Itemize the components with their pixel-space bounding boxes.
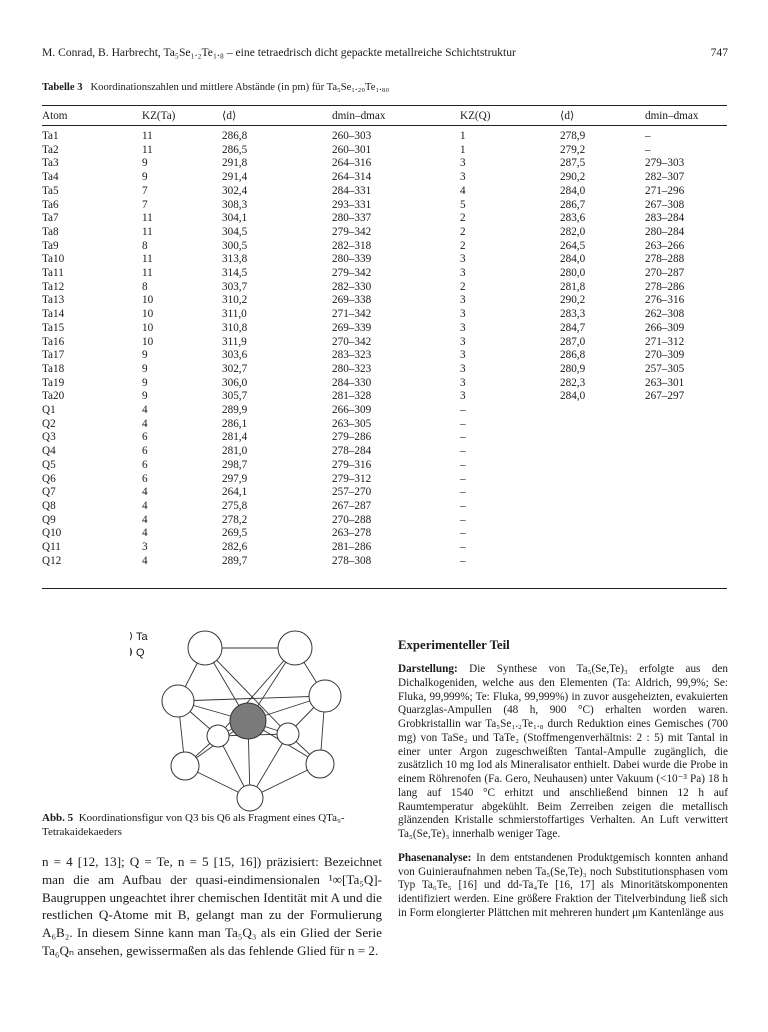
cell-range-q: 282–307 [645,171,685,184]
cell-range-ta: 279–342 [332,267,372,280]
table-row [42,363,727,377]
cell-atom: Ta1 [42,130,59,142]
cell-atom: Ta12 [42,280,65,293]
cell-range-q [645,514,727,528]
legend-q-marker [130,647,132,658]
cell-atom: Q12 [42,554,62,567]
cell-d-ta: 264,1 [222,486,248,499]
cell-d-q: 281,8 [560,280,586,293]
cell-d-ta: 291,4 [222,171,248,184]
cell-range-q: 276–316 [645,294,685,307]
cell-kz-ta: 11 [142,225,153,238]
cell-range-ta: 279–316 [332,458,372,471]
cell-d-ta: 311,9 [222,335,247,348]
col-header-d-q: ⟨d⟩ [560,110,575,122]
cell-d-q: 284,0 [560,390,586,403]
table-label: Tabelle 3 [42,82,83,93]
cell-range-ta: 280–337 [332,212,372,225]
header-authors-title: M. Conrad, B. Harbrecht, Ta₅Se₁.₂Te₁.₈ – eine tetraedrisch dicht gepackte metallreiche Schichtstruktur [42,46,516,59]
cell-atom: Q9 [42,513,56,526]
cell-d-ta: 314,5 [222,267,248,280]
cell-d-ta: 311,0 [222,308,247,321]
table-row [42,555,727,569]
cell-d-q [560,445,645,459]
cell-range-q: 263–301 [645,376,685,389]
cell-range-q: 278–286 [645,280,685,293]
cell-atom: Q5 [42,458,56,471]
cell-atom: Q1 [42,404,56,417]
legend-ta-marker [130,631,132,642]
paragraph-phasenanalyse [398,852,728,921]
cell-d-q [560,500,645,514]
cell-range-ta: 278–284 [332,445,372,458]
running-header [42,46,728,59]
cell-kz-q: – [460,472,466,485]
cell-d-ta: 278,2 [222,513,248,526]
left-column-text: n = 4 [12, 13]; Q = Te, n = 5 [15, 16]) präzisiert: Bezeichnet man die am Aufbau der quasi-eindimensionalen ¹∞[Ta₅Q]-Baugruppen ungeachtet ihrer chemischen Identität mit A und die restlichen Q-Atome mit B, gelangt man zu der Formulierung A₆B₂. In diesem Sinne kann man Ta₅Q₃ als ein Glied der Serie Ta₆Qₙ ansehen, gewissermaßen als das fehlende Glied für n = 2. [42,854,382,958]
cell-range-ta: 280–339 [332,253,372,266]
table-row [42,144,727,158]
cell-kz-ta: 4 [142,486,148,499]
cell-d-q: 284,0 [560,184,586,197]
cell-range-q: 270–287 [645,267,685,280]
cell-atom: Ta14 [42,308,65,321]
table-row [42,541,727,555]
cell-atom: Q3 [42,431,56,444]
cell-range-ta: 267–287 [332,499,372,512]
paragraph-darstellung [398,663,728,842]
cell-kz-ta: 4 [142,499,148,512]
cell-kz-q: – [460,527,466,540]
cell-d-q: 264,5 [560,239,586,252]
cell-range-ta: 260–301 [332,143,372,156]
table-row [42,336,727,350]
cell-atom: Q2 [42,417,56,430]
table-row [42,171,727,185]
cell-kz-q: – [460,445,466,458]
right-column [398,638,728,931]
cell-d-ta: 308,3 [222,198,248,211]
col-header-d-ta: ⟨d⟩ [222,110,237,122]
cell-atom: Ta9 [42,239,59,252]
table-row [42,527,727,541]
table-row [42,349,727,363]
cell-kz-q: 3 [460,171,466,184]
cell-kz-ta: 11 [142,130,153,142]
cell-atom: Q11 [42,541,61,554]
darstellung-text: Die Synthese von Ta₅(Se,Te)₃ erfolgte aus den Dichalkogeniden, welche aus den Elementen (Ta: Aldrich, 99,9%; Se: Fluka, 99,999%; Te: Fluka, 99,999%) in zuvor ausgeheizten, evakuierten Quarzglas-Ampullen (48 h, 900 °C) erhalten worden waren. Grobkristallin war Ta₅Se₁.₂Te₁.₈ durch Reduktion eines Gemisches (700 mg) von TaSe₂ und TaTe₂ (Stoffmengenverhältnis: 2 : 5) mit Tantal in einer unter Argon zugeschweißten Tantal-Ampulle zugänglich, die zusätzlich 10 mg Iod als Mineralisator enthielt. Dabei wurde die Probe in einem Röhrenofen (Fa. Gero, Neuhausen) unter Vakuum (<10⁻³ Pa) 18 h lang auf 1540 °C erhitzt und anschließend binnen 12 h auf Raumtemperatur abgekühlt. Beim Zerreiben zeigen die metallisch glänzenden Kristalle schmierstoffartiges Verhalten. An Luft verwittert Ta₅(Se,Te)₃ innerhalb weniger Tage. [398,663,728,840]
cell-kz-q: 4 [460,184,466,197]
phasenanalyse-text: In dem entstandenen Produktgemisch konnten anhand von Guinieraufnahmen neben Ta₅(Se,Te)₃ noch Substitutionsphasen vom Typ Ta₆Te₅ [16] und dd-Ta₄Te [16, 17] als Minoritätskomponenten identifiziert werden. Eine größere Fraktion der Titelverbindung ließ sich in Form elongierter Plättchen mit mehreren hundert μm Kantenlänge aus [398,851,728,919]
cell-kz-ta: 6 [142,458,148,471]
cell-range-q [645,541,727,555]
cell-d-q [560,459,645,473]
table-row [42,473,727,487]
table-row [42,124,727,144]
cell-d-q: 286,8 [560,349,586,362]
cell-range-q: 283–284 [645,212,685,225]
table-row [42,514,727,528]
cell-kz-ta: 9 [142,157,148,170]
cell-kz-q: 3 [460,376,466,389]
cell-range-q [645,404,727,418]
section-title-experimental: Experimenteller Teil [398,638,510,652]
legend-ta-label: Ta [136,631,148,643]
cell-d-q: 282,0 [560,225,586,238]
cell-d-ta: 281,4 [222,431,248,444]
cell-range-ta: 270–342 [332,335,372,348]
cell-atom: Ta20 [42,390,65,403]
cell-kz-q: 2 [460,239,466,252]
table-row [42,418,727,432]
cell-d-q: 283,6 [560,212,586,225]
cell-d-ta: 304,5 [222,225,248,238]
cell-kz-ta: 9 [142,376,148,389]
cell-range-q: 267–308 [645,198,685,211]
cell-range-ta: 271–342 [332,308,372,321]
cell-range-q [645,486,727,500]
cell-range-ta: 284–331 [332,184,372,197]
table-row [42,445,727,459]
cell-kz-q: – [460,431,466,444]
cell-range-q: – [645,143,651,156]
darstellung-label: Darstellung: [398,663,458,675]
cell-range-ta: 263–305 [332,417,372,430]
cell-kz-q: – [460,499,466,512]
cell-kz-q: – [460,486,466,499]
table-row [42,377,727,391]
cell-kz-q: 3 [460,253,466,266]
cell-d-ta: 313,8 [222,253,248,266]
cell-kz-ta: 10 [142,335,154,348]
cell-d-q: 290,2 [560,294,586,307]
cell-range-q: 279–303 [645,157,685,170]
cell-kz-ta: 10 [142,294,154,307]
table-row [42,267,727,281]
cell-d-ta: 286,1 [222,417,248,430]
cell-kz-q: 3 [460,362,466,375]
cell-kz-q: 5 [460,198,466,211]
cell-range-ta: 264–314 [332,171,372,184]
cell-d-q: 282,3 [560,376,586,389]
cell-d-q: 280,9 [560,362,586,375]
cell-range-ta: 283–323 [332,349,372,362]
cell-range-ta: 270–288 [332,513,372,526]
cell-range-q: 271–312 [645,335,685,348]
cell-range-ta: 257–270 [332,486,372,499]
cell-d-q: 278,9 [560,130,586,142]
cell-range-ta: 264–316 [332,157,372,170]
table-row [42,486,727,500]
cell-d-q [560,555,645,569]
cell-range-q: 278–288 [645,253,685,266]
cell-range-ta: 263–278 [332,527,372,540]
cell-range-q: – [645,130,651,142]
cell-kz-q: – [460,417,466,430]
cell-kz-ta: 7 [142,184,148,197]
cell-atom: Ta18 [42,362,65,375]
cell-range-q: 266–309 [645,321,685,334]
cell-kz-q: 1 [460,143,466,156]
cell-kz-q: 3 [460,349,466,362]
cell-range-q: 263–266 [645,239,685,252]
page-number: 747 [710,46,728,59]
table-row [42,294,727,308]
table-bottom-rule [42,588,727,589]
cell-range-q [645,431,727,445]
cell-d-ta: 310,8 [222,321,248,334]
table-caption-text: Koordinationszahlen und mittlere Abstände (in pm) für Ta₅Se₁.₂₀Te₁.₈₀ [90,82,390,93]
col-header-range-ta: dmin–dmax [332,110,386,122]
cell-range-ta: 269–338 [332,294,372,307]
cell-kz-q: 3 [460,308,466,321]
cell-atom: Ta13 [42,294,65,307]
cell-d-q: 280,0 [560,267,586,280]
cell-kz-ta: 9 [142,390,148,403]
cell-d-q: 287,5 [560,157,586,170]
cell-d-q: 283,3 [560,308,586,321]
cell-atom: Ta5 [42,184,59,197]
table-row [42,390,727,404]
cell-kz-q: – [460,541,466,554]
cell-range-q [645,445,727,459]
cell-range-q [645,555,727,569]
figure-caption [42,812,380,839]
col-header-atom: Atom [42,110,68,122]
cell-range-ta: 269–339 [332,321,372,334]
cell-kz-q: 3 [460,157,466,170]
cell-kz-q: – [460,458,466,471]
cell-d-q: 287,0 [560,335,586,348]
figure-caption-text: Koordinationsfigur von Q3 bis Q6 als Fragment eines QTa₉-Tetrakaidekaeders [42,812,345,838]
cell-d-q [560,541,645,555]
table-row [42,500,727,514]
cell-kz-q: 1 [460,130,466,142]
cell-atom: Ta11 [42,267,64,280]
cell-atom: Ta7 [42,212,59,225]
cell-kz-q: 3 [460,267,466,280]
cell-kz-q: 2 [460,212,466,225]
table-row [42,226,727,240]
table-top-rule [42,105,727,106]
cell-range-ta: 278–308 [332,554,372,567]
table-row [42,281,727,295]
cell-atom: Ta10 [42,253,65,266]
cell-kz-q: – [460,404,466,417]
cell-d-ta: 310,2 [222,294,248,307]
cell-range-q [645,459,727,473]
table-row [42,212,727,226]
cell-range-ta: 279–342 [332,225,372,238]
cell-d-q [560,527,645,541]
cell-range-ta: 293–331 [332,198,372,211]
cell-range-q: 280–284 [645,225,685,238]
table-body [42,124,727,569]
col-header-kz-q: KZ(Q) [460,110,491,122]
coordination-table [42,108,727,569]
table-row [42,185,727,199]
table-row [42,431,727,445]
cell-kz-ta: 4 [142,513,148,526]
cell-range-ta: 281–328 [332,390,372,403]
cell-range-q: 267–297 [645,390,685,403]
cell-range-q: 257–305 [645,362,685,375]
cell-range-ta: 281–286 [332,541,372,554]
cell-d-q: 286,7 [560,198,586,211]
table-row [42,199,727,213]
cell-kz-ta: 4 [142,404,148,417]
cell-d-ta: 302,4 [222,184,248,197]
figure-label: Abb. 5 [42,812,74,824]
cell-atom: Ta15 [42,321,65,334]
phasenanalyse-label: Phasenanalyse: [398,851,472,864]
cell-kz-q: 2 [460,225,466,238]
cell-d-q [560,431,645,445]
figure-5 [130,626,390,816]
cell-kz-q: 3 [460,321,466,334]
table-caption [42,82,389,93]
cell-d-q [560,404,645,418]
cell-kz-ta: 11 [142,143,153,156]
cell-d-ta: 291,8 [222,157,248,170]
cell-kz-ta: 6 [142,445,148,458]
cell-range-ta: 266–309 [332,404,372,417]
cell-d-q [560,486,645,500]
cell-range-ta: 282–318 [332,239,372,252]
table-row [42,240,727,254]
cell-d-ta: 306,0 [222,376,248,389]
cell-kz-ta: 8 [142,239,148,252]
table-row [42,253,727,267]
cell-range-ta: 279–312 [332,472,372,485]
cell-d-ta: 289,7 [222,554,248,567]
cell-d-q: 284,0 [560,253,586,266]
figure-legend [130,631,149,660]
cell-atom: Ta8 [42,225,59,238]
cell-atom: Ta6 [42,198,59,211]
cell-range-q: 270–309 [645,349,685,362]
cell-kz-q: 2 [460,280,466,293]
cell-d-ta: 275,8 [222,499,248,512]
cell-range-ta: 284–330 [332,376,372,389]
cell-d-ta: 269,5 [222,527,248,540]
table-row [42,157,727,171]
cell-kz-ta: 4 [142,554,148,567]
cell-kz-ta: 9 [142,362,148,375]
cell-range-ta: 279–286 [332,431,372,444]
cell-d-q [560,514,645,528]
cell-atom: Q6 [42,472,56,485]
cell-kz-q: – [460,554,466,567]
cell-d-ta: 286,5 [222,143,248,156]
cell-kz-ta: 7 [142,198,148,211]
cell-kz-ta: 6 [142,472,148,485]
cell-range-q: 271–296 [645,184,685,197]
cell-range-ta: 282–330 [332,280,372,293]
cell-d-q [560,418,645,432]
cell-kz-ta: 11 [142,253,153,266]
cell-kz-ta: 11 [142,212,153,225]
cell-d-ta: 305,7 [222,390,248,403]
cell-kz-ta: 9 [142,349,148,362]
cell-d-ta: 281,0 [222,445,248,458]
cell-kz-ta: 10 [142,308,154,321]
cell-range-q [645,500,727,514]
cell-kz-ta: 11 [142,267,153,280]
cell-atom: Ta2 [42,143,59,156]
cell-d-ta: 297,9 [222,472,248,485]
cell-range-q [645,527,727,541]
cell-kz-q: – [460,513,466,526]
cell-atom: Ta17 [42,349,65,362]
cell-d-q: 284,7 [560,321,586,334]
cell-kz-ta: 9 [142,171,148,184]
cell-kz-ta: 3 [142,541,148,554]
cell-d-ta: 300,5 [222,239,248,252]
cell-range-ta: 260–303 [332,130,372,142]
cell-d-ta: 289,9 [222,404,248,417]
cell-range-q: 262–308 [645,308,685,321]
cell-kz-q: 3 [460,335,466,348]
cell-d-ta: 282,6 [222,541,248,554]
cell-d-ta: 298,7 [222,458,248,471]
cell-kz-q: 3 [460,294,466,307]
cell-atom: Q4 [42,445,56,458]
table-row [42,404,727,418]
cell-d-q: 290,2 [560,171,586,184]
col-header-range-q: dmin–dmax [645,110,699,122]
cell-kz-ta: 4 [142,527,148,540]
legend-q-label: Q [136,647,145,659]
cell-kz-ta: 4 [142,417,148,430]
cell-kz-ta: 8 [142,280,148,293]
cell-kz-ta: 10 [142,321,154,334]
cell-kz-ta: 6 [142,431,148,444]
cell-atom: Ta3 [42,157,59,170]
table-row [42,322,727,336]
table-row [42,308,727,322]
cell-kz-q: 3 [460,390,466,403]
cell-d-q [560,473,645,487]
cell-d-q: 279,2 [560,143,586,156]
cell-atom: Q10 [42,527,62,540]
cell-range-q [645,418,727,432]
cell-d-ta: 303,7 [222,280,248,293]
cell-atom: Ta19 [42,376,65,389]
table-header-row [42,108,727,124]
cell-range-q [645,473,727,487]
cell-atom: Ta16 [42,335,65,348]
table-row [42,459,727,473]
cell-d-ta: 304,1 [222,212,248,225]
cell-d-ta: 302,7 [222,362,248,375]
coordination-polyhedron-drawing [130,626,390,816]
central-q-atom [230,703,266,739]
cell-atom: Ta4 [42,171,59,184]
cell-atom: Q8 [42,499,56,512]
cell-range-ta: 280–323 [332,362,372,375]
cell-atom: Q7 [42,486,56,499]
col-header-kz-ta: KZ(Ta) [142,110,176,122]
cell-d-ta: 286,8 [222,130,248,142]
cell-d-ta: 303,6 [222,349,248,362]
